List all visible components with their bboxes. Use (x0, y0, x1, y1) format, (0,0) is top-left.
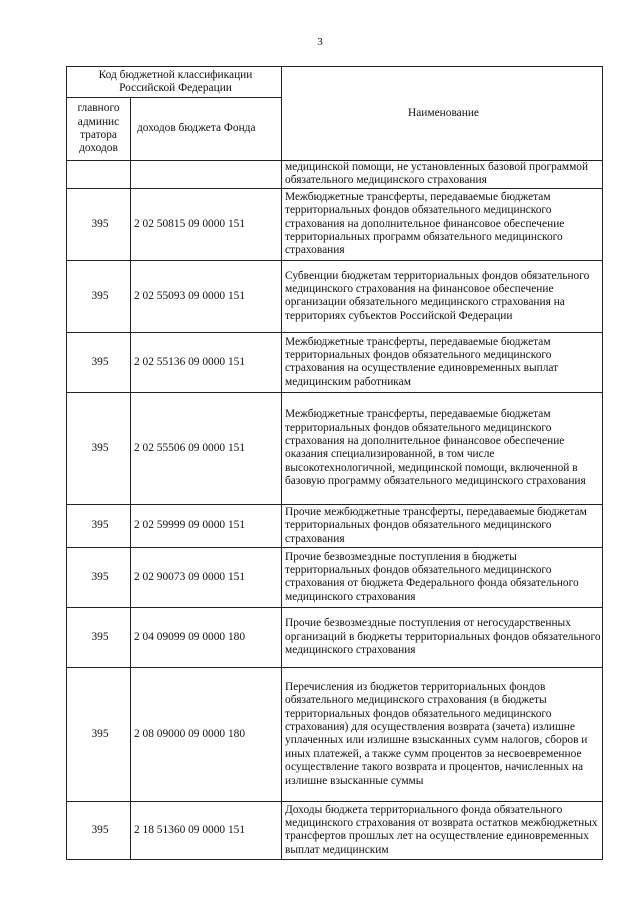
income-code-cell: 2 02 90073 09 0000 151 (131, 547, 282, 607)
income-code-cell: 2 02 55506 09 0000 151 (131, 392, 282, 504)
admin-code-cell: 395 (67, 504, 131, 547)
name-cell: Прочие безвозмездные поступления от негосударственных организаций в бюджеты территориальных фондов обязательного медицинского страхования (282, 607, 603, 667)
table-body (67, 161, 603, 860)
header-income-label: доходов бюджета Фонда (131, 98, 282, 161)
name-cell: Субвенции бюджетам территориальных фондов обязательного медицинского страхования на финансовое обеспечение организации обязательного медицинского страхования на территориях субъектов Российской Федерации (282, 260, 603, 332)
income-code-cell: 2 02 59999 09 0000 151 (131, 504, 282, 547)
income-code-cell: 2 02 55093 09 0000 151 (131, 260, 282, 332)
name-cell: Прочие безвозмездные поступления в бюджеты территориальных фондов обязательного медицинского страхования от бюджета Федерального фонда обязательного медицинского страхования (282, 547, 603, 607)
header-admin-label: главного админис тратора доходов (67, 98, 131, 161)
name-cell: Перечисления из бюджетов территориальных фондов обязательного медицинского страхования (в бюджеты территориальных фондов обязательного медицинского страхования) для осуществления возврата (зачета) излишне уплаченных или излишне взысканных сумм налогов, сборов и иных платежей, а также сумм процентов за несвоевременное осуществление такого возврата и процентов, начисленных на излишне взысканные суммы (282, 667, 603, 801)
income-code-cell: 2 18 51360 09 0000 151 (131, 801, 282, 859)
table-row (67, 667, 603, 801)
admin-code-cell: 395 (67, 188, 131, 260)
admin-code-cell: 395 (67, 607, 131, 667)
income-code-cell (131, 161, 282, 189)
admin-code-cell: 395 (67, 260, 131, 332)
table-row (67, 332, 603, 392)
name-cell: медицинской помощи, не установленных базовой программой обязательного медицинского страхования (282, 161, 603, 189)
admin-code-cell: 395 (67, 392, 131, 504)
table-row (67, 801, 603, 859)
name-cell: Прочие межбюджетные трансферты, передаваемые бюджетам территориальных фондов обязательного медицинского страхования (282, 504, 603, 547)
table-row (67, 504, 603, 547)
income-code-cell: 2 08 09000 09 0000 180 (131, 667, 282, 801)
admin-code-cell: 395 (67, 547, 131, 607)
table-row (67, 188, 603, 260)
page-number: 3 (317, 36, 323, 48)
table-row (67, 607, 603, 667)
name-cell: Межбюджетные трансферты, передаваемые бюджетам территориальных фондов обязательного медицинского страхования на дополнительное финансовое обеспечение оказания специализированной, в том числе высокотехнологичной, медицинской помощи, включенной в базовую программу обязательного медицинского страхования (282, 392, 603, 504)
admin-code-cell (67, 161, 131, 189)
income-code-cell: 2 04 09099 09 0000 180 (131, 607, 282, 667)
table-header (67, 67, 603, 161)
income-code-cell: 2 02 50815 09 0000 151 (131, 188, 282, 260)
name-cell: Межбюджетные трансферты, передаваемые бюджетам территориальных фондов обязательного медицинского страхования на осуществление единовременных выплат медицинским работникам (282, 332, 603, 392)
table-row (67, 547, 603, 607)
table-row (67, 260, 603, 332)
admin-code-cell: 395 (67, 332, 131, 392)
admin-code-cell: 395 (67, 667, 131, 801)
name-cell: Межбюджетные трансферты, передаваемые бюджетам территориальных фондов обязательного медицинского страхования на дополнительное финансовое обеспечение территориальных программ обязательного медицинского страхования (282, 188, 603, 260)
table-row (67, 161, 603, 189)
name-cell: Доходы бюджета территориального фонда обязательного медицинского страхования от возврата остатков межбюджетных трансфертов прошлых лет на осуществление единовременных выплат медицинским (282, 801, 603, 859)
table-row (67, 392, 603, 504)
budget-classification-table (66, 66, 603, 860)
admin-code-cell: 395 (67, 801, 131, 859)
income-code-cell: 2 02 55136 09 0000 151 (131, 332, 282, 392)
header-group-label: Код бюджетной классификации Российской Федерации (67, 67, 282, 98)
header-name-label: Наименование (282, 67, 603, 161)
